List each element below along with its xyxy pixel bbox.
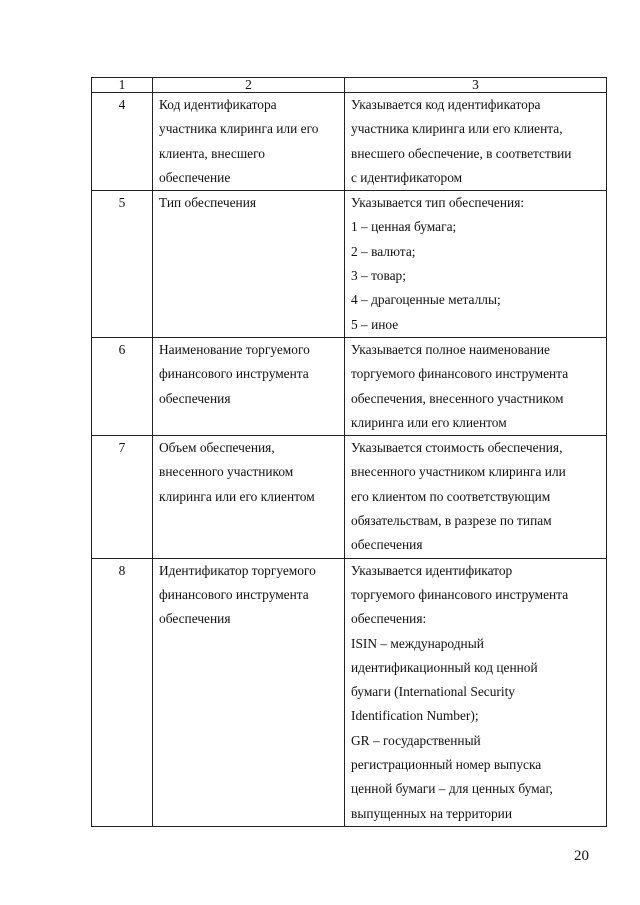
- row-number: 8: [92, 558, 153, 826]
- description-line: его клиентом по соответствующим: [351, 488, 551, 504]
- field-name-line: обеспечение: [159, 169, 231, 185]
- description-line: 4 – драгоценные металлы;: [351, 292, 501, 308]
- description-line: 5 – иное: [351, 316, 399, 332]
- description-line: внесенного участником клиринга или: [351, 464, 566, 480]
- description-line: регистрационный номер выпуска: [351, 757, 542, 773]
- row-number: 5: [92, 191, 153, 338]
- description-cell: [345, 191, 607, 338]
- field-name-line: обеспечения: [159, 390, 231, 406]
- description-cell: [345, 558, 607, 826]
- description-line: торгуемого финансового инструмента: [351, 366, 569, 382]
- description-line: с идентификатором: [351, 169, 463, 185]
- field-name-cell: [153, 558, 345, 826]
- column-header-3: 3: [345, 78, 607, 93]
- description-line: обеспечения: [351, 537, 423, 553]
- table-row: [92, 558, 607, 826]
- description-line: Указывается код идентификатора: [351, 97, 541, 112]
- column-header-2: 2: [153, 78, 345, 93]
- description-line: 1 – ценная бумага;: [351, 219, 457, 235]
- row-number: 6: [92, 337, 153, 435]
- description-line: обеспечения, внесенного участником: [351, 390, 564, 406]
- description-line: Identification Number);: [351, 708, 479, 724]
- table-row: [92, 337, 607, 435]
- column-header-1: 1: [92, 78, 153, 93]
- document-table: [91, 77, 607, 827]
- field-name-line: финансового инструмента: [159, 366, 309, 382]
- field-name-line: Наименование торгуемого: [159, 341, 310, 357]
- description-line: клиринга или его клиентом: [351, 414, 507, 430]
- description-line: обязательствам, в разрезе по типам: [351, 513, 552, 529]
- description-cell: [345, 436, 607, 558]
- page-number: 20: [574, 848, 589, 864]
- description-line: идентификационный код ценной: [351, 659, 538, 675]
- field-name-line: Объем обеспечения,: [159, 440, 275, 456]
- field-name-cell: [153, 191, 345, 338]
- row-number: 7: [92, 436, 153, 558]
- description-line: ценной бумаги – для ценных бумаг,: [351, 781, 553, 797]
- description-cell: [345, 93, 607, 191]
- field-name-cell: [153, 337, 345, 435]
- field-name-line: Код идентификатора: [159, 97, 277, 112]
- table-header-row: [92, 78, 607, 93]
- field-name-line: клиринга или его клиентом: [159, 488, 315, 504]
- description-line: Указывается стоимость обеспечения,: [351, 440, 563, 456]
- field-name-cell: [153, 93, 345, 191]
- field-name-cell: [153, 436, 345, 558]
- description-line: торгуемого финансового инструмента: [351, 586, 569, 602]
- table-row: [92, 436, 607, 558]
- description-line: обеспечения:: [351, 611, 427, 627]
- row-number: 4: [92, 93, 153, 191]
- field-name-line: Идентификатор торгуемого: [159, 562, 316, 578]
- table-row: [92, 191, 607, 338]
- field-name-line: обеспечения: [159, 611, 231, 627]
- description-line: 2 – валюта;: [351, 243, 416, 259]
- description-line: выпущенных на территории: [351, 805, 513, 821]
- description-line: GR – государственный: [351, 732, 481, 748]
- description-line: Указывается полное наименование: [351, 341, 550, 357]
- field-name-line: Тип обеспечения: [159, 195, 257, 211]
- description-line: внесшего обеспечение, в соответствии: [351, 145, 572, 161]
- description-line: 3 – товар;: [351, 268, 406, 284]
- description-line: ISIN – международный: [351, 635, 484, 651]
- description-line: Указывается тип обеспечения:: [351, 195, 525, 211]
- description-line: бумаги (International Security: [351, 684, 515, 700]
- field-name-line: внесенного участником: [159, 464, 294, 480]
- table-row: [92, 93, 607, 191]
- field-name-line: клиента, внесшего: [159, 145, 265, 161]
- description-line: участника клиринга или его клиента,: [351, 121, 563, 137]
- description-cell: [345, 337, 607, 435]
- description-line: Указывается идентификатор: [351, 562, 513, 578]
- field-name-line: участника клиринга или его: [159, 121, 319, 137]
- field-name-line: финансового инструмента: [159, 586, 309, 602]
